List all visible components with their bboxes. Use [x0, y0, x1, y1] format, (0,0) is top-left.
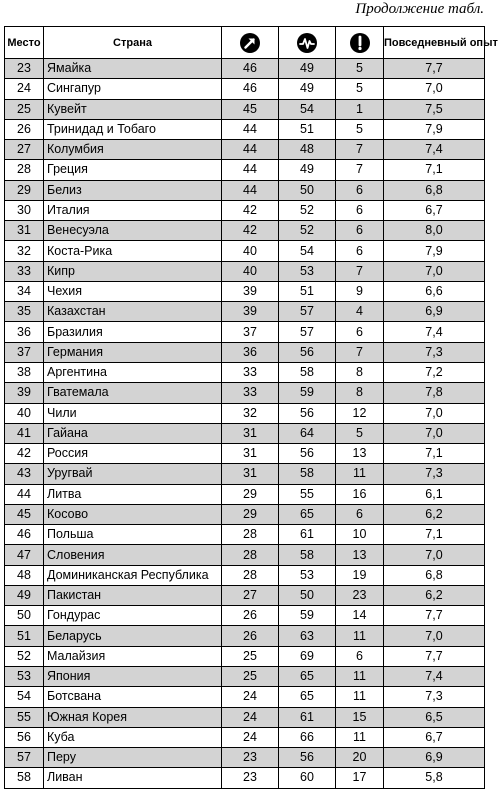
rank-cell: 49	[5, 585, 44, 605]
header-experience: Повседневный опыт	[384, 27, 485, 59]
rank-cell: 45	[5, 504, 44, 524]
col4-cell: 58	[279, 362, 336, 382]
table-row	[5, 748, 485, 768]
rank-cell: 52	[5, 646, 44, 666]
country-cell: Гайана	[44, 423, 222, 443]
table-row	[5, 403, 485, 423]
experience-cell: 6,2	[384, 504, 485, 524]
col4-cell: 66	[279, 727, 336, 747]
col4-cell: 54	[279, 99, 336, 119]
country-cell: Коста-Рика	[44, 241, 222, 261]
country-cell: Кувейт	[44, 99, 222, 119]
table-row	[5, 525, 485, 545]
col4-cell: 61	[279, 707, 336, 727]
rank-cell: 53	[5, 666, 44, 686]
col5-cell: 20	[336, 748, 384, 768]
col4-cell: 60	[279, 768, 336, 788]
experience-cell: 7,0	[384, 545, 485, 565]
rank-cell: 30	[5, 200, 44, 220]
col5-cell: 7	[336, 160, 384, 180]
col4-cell: 56	[279, 748, 336, 768]
header-col3	[222, 27, 279, 59]
col4-cell: 50	[279, 180, 336, 200]
rank-cell: 26	[5, 119, 44, 139]
table-row	[5, 281, 485, 301]
col4-cell: 53	[279, 261, 336, 281]
experience-cell: 7,2	[384, 362, 485, 382]
rank-cell: 39	[5, 383, 44, 403]
col4-cell: 50	[279, 585, 336, 605]
rank-cell: 28	[5, 160, 44, 180]
experience-cell: 6,7	[384, 727, 485, 747]
col4-cell: 65	[279, 687, 336, 707]
experience-cell: 6,9	[384, 748, 485, 768]
country-cell: Россия	[44, 444, 222, 464]
rank-cell: 50	[5, 606, 44, 626]
header-col4	[279, 27, 336, 59]
col5-cell: 12	[336, 403, 384, 423]
col3-cell: 23	[222, 768, 279, 788]
country-cell: Сингапур	[44, 79, 222, 99]
rank-cell: 43	[5, 464, 44, 484]
country-cell: Ботсвана	[44, 687, 222, 707]
rank-cell: 54	[5, 687, 44, 707]
col5-cell: 8	[336, 383, 384, 403]
country-cell: Словения	[44, 545, 222, 565]
exclamation-icon	[350, 33, 370, 53]
rank-cell: 31	[5, 221, 44, 241]
table-row	[5, 160, 485, 180]
col5-cell: 13	[336, 545, 384, 565]
country-cell: Италия	[44, 200, 222, 220]
pulse-wave-icon	[297, 33, 317, 53]
col4-cell: 56	[279, 444, 336, 464]
table-row	[5, 302, 485, 322]
experience-cell: 7,3	[384, 687, 485, 707]
col4-cell: 61	[279, 525, 336, 545]
table-row	[5, 646, 485, 666]
rank-cell: 55	[5, 707, 44, 727]
col3-cell: 44	[222, 160, 279, 180]
col3-cell: 40	[222, 261, 279, 281]
rank-cell: 29	[5, 180, 44, 200]
experience-cell: 5,8	[384, 768, 485, 788]
col3-cell: 29	[222, 504, 279, 524]
col4-cell: 51	[279, 119, 336, 139]
country-cell: Япония	[44, 666, 222, 686]
rank-cell: 51	[5, 626, 44, 646]
col3-cell: 46	[222, 59, 279, 79]
table-row	[5, 666, 485, 686]
col4-cell: 65	[279, 666, 336, 686]
rank-cell: 37	[5, 342, 44, 362]
table-row	[5, 221, 485, 241]
col3-cell: 44	[222, 180, 279, 200]
col4-cell: 56	[279, 342, 336, 362]
table-row	[5, 140, 485, 160]
col4-cell: 58	[279, 464, 336, 484]
rank-cell: 23	[5, 59, 44, 79]
country-cell: Греция	[44, 160, 222, 180]
col3-cell: 29	[222, 484, 279, 504]
rank-cell: 41	[5, 423, 44, 443]
col3-cell: 40	[222, 241, 279, 261]
table-row	[5, 606, 485, 626]
country-cell: Тринидад и Тобаго	[44, 119, 222, 139]
table-row	[5, 342, 485, 362]
col4-cell: 57	[279, 302, 336, 322]
col3-cell: 44	[222, 140, 279, 160]
col3-cell: 28	[222, 545, 279, 565]
col5-cell: 6	[336, 200, 384, 220]
rank-cell: 33	[5, 261, 44, 281]
rank-cell: 48	[5, 565, 44, 585]
col4-cell: 52	[279, 200, 336, 220]
rank-cell: 46	[5, 525, 44, 545]
table-row	[5, 687, 485, 707]
rank-cell: 32	[5, 241, 44, 261]
country-cell: Литва	[44, 484, 222, 504]
experience-cell: 7,5	[384, 99, 485, 119]
experience-cell: 7,7	[384, 606, 485, 626]
table-header-row	[5, 27, 485, 59]
table-row	[5, 707, 485, 727]
col4-cell: 64	[279, 423, 336, 443]
country-cell: Пакистан	[44, 585, 222, 605]
col4-cell: 59	[279, 606, 336, 626]
table-row	[5, 727, 485, 747]
col4-cell: 49	[279, 59, 336, 79]
rank-cell: 57	[5, 748, 44, 768]
col4-cell: 48	[279, 140, 336, 160]
experience-cell: 7,1	[384, 525, 485, 545]
col5-cell: 5	[336, 59, 384, 79]
col3-cell: 42	[222, 200, 279, 220]
col5-cell: 10	[336, 525, 384, 545]
col4-cell: 63	[279, 626, 336, 646]
country-cell: Чили	[44, 403, 222, 423]
rank-cell: 58	[5, 768, 44, 788]
col3-cell: 24	[222, 727, 279, 747]
experience-cell: 7,0	[384, 423, 485, 443]
experience-cell: 6,2	[384, 585, 485, 605]
col5-cell: 7	[336, 140, 384, 160]
table-row	[5, 423, 485, 443]
col3-cell: 26	[222, 606, 279, 626]
col5-cell: 11	[336, 687, 384, 707]
col5-cell: 11	[336, 666, 384, 686]
experience-cell: 7,0	[384, 626, 485, 646]
col3-cell: 37	[222, 322, 279, 342]
table-row	[5, 261, 485, 281]
experience-cell: 8,0	[384, 221, 485, 241]
col3-cell: 23	[222, 748, 279, 768]
col5-cell: 19	[336, 565, 384, 585]
col3-cell: 36	[222, 342, 279, 362]
rank-cell: 47	[5, 545, 44, 565]
col5-cell: 6	[336, 221, 384, 241]
country-cell: Бразилия	[44, 322, 222, 342]
col5-cell: 16	[336, 484, 384, 504]
experience-cell: 7,4	[384, 666, 485, 686]
country-cell: Аргентина	[44, 362, 222, 382]
col4-cell: 56	[279, 403, 336, 423]
col3-cell: 46	[222, 79, 279, 99]
rank-cell: 40	[5, 403, 44, 423]
country-ranking-table	[4, 26, 498, 789]
experience-cell: 6,9	[384, 302, 485, 322]
country-cell: Белиз	[44, 180, 222, 200]
experience-cell: 6,8	[384, 180, 485, 200]
experience-cell: 6,1	[384, 484, 485, 504]
col4-cell: 54	[279, 241, 336, 261]
country-cell: Германия	[44, 342, 222, 362]
col3-cell: 25	[222, 646, 279, 666]
country-cell: Казахстан	[44, 302, 222, 322]
rank-cell: 24	[5, 79, 44, 99]
country-cell: Гватемала	[44, 383, 222, 403]
experience-cell: 7,1	[384, 160, 485, 180]
rank-cell: 34	[5, 281, 44, 301]
experience-cell: 7,3	[384, 342, 485, 362]
col4-cell: 53	[279, 565, 336, 585]
col3-cell: 33	[222, 362, 279, 382]
rank-cell: 38	[5, 362, 44, 382]
col4-cell: 57	[279, 322, 336, 342]
country-cell: Южная Корея	[44, 707, 222, 727]
col5-cell: 11	[336, 626, 384, 646]
up-right-arrow-icon	[240, 33, 260, 53]
continuation-note: Продолжение табл.	[355, 1, 484, 17]
col5-cell: 14	[336, 606, 384, 626]
experience-cell: 6,6	[384, 281, 485, 301]
table-row	[5, 362, 485, 382]
col5-cell: 23	[336, 585, 384, 605]
country-cell: Куба	[44, 727, 222, 747]
header-rank: Место	[5, 27, 44, 59]
experience-cell: 7,0	[384, 261, 485, 281]
table-row	[5, 79, 485, 99]
rank-cell: 42	[5, 444, 44, 464]
col3-cell: 24	[222, 707, 279, 727]
experience-cell: 7,7	[384, 59, 485, 79]
table-row	[5, 768, 485, 788]
table-row	[5, 322, 485, 342]
rank-cell: 27	[5, 140, 44, 160]
col5-cell: 6	[336, 241, 384, 261]
country-cell: Косово	[44, 504, 222, 524]
table-row	[5, 99, 485, 119]
col5-cell: 5	[336, 119, 384, 139]
country-cell: Колумбия	[44, 140, 222, 160]
experience-cell: 7,8	[384, 383, 485, 403]
col4-cell: 59	[279, 383, 336, 403]
col5-cell: 13	[336, 444, 384, 464]
table-row	[5, 565, 485, 585]
country-cell: Гондурас	[44, 606, 222, 626]
header-country: Страна	[44, 27, 222, 59]
table-row	[5, 200, 485, 220]
col3-cell: 42	[222, 221, 279, 241]
experience-cell: 7,7	[384, 646, 485, 666]
col5-cell: 11	[336, 464, 384, 484]
country-cell: Малайзия	[44, 646, 222, 666]
experience-cell: 7,1	[384, 444, 485, 464]
country-cell: Ливан	[44, 768, 222, 788]
country-cell: Уругвай	[44, 464, 222, 484]
experience-cell: 6,8	[384, 565, 485, 585]
col3-cell: 25	[222, 666, 279, 686]
col5-cell: 9	[336, 281, 384, 301]
col3-cell: 39	[222, 302, 279, 322]
col5-cell: 1	[336, 99, 384, 119]
header-col5	[336, 27, 384, 59]
col4-cell: 69	[279, 646, 336, 666]
col5-cell: 11	[336, 727, 384, 747]
col5-cell: 17	[336, 768, 384, 788]
col5-cell: 15	[336, 707, 384, 727]
rank-cell: 35	[5, 302, 44, 322]
table-row	[5, 484, 485, 504]
table-row	[5, 504, 485, 524]
col4-cell: 49	[279, 160, 336, 180]
col3-cell: 31	[222, 423, 279, 443]
experience-cell: 6,7	[384, 200, 485, 220]
col3-cell: 24	[222, 687, 279, 707]
col3-cell: 39	[222, 281, 279, 301]
experience-cell: 7,0	[384, 79, 485, 99]
col5-cell: 8	[336, 362, 384, 382]
country-cell: Польша	[44, 525, 222, 545]
col3-cell: 45	[222, 99, 279, 119]
country-cell: Кипр	[44, 261, 222, 281]
col3-cell: 27	[222, 585, 279, 605]
table-row	[5, 626, 485, 646]
table-row	[5, 464, 485, 484]
table-row	[5, 383, 485, 403]
experience-cell: 7,0	[384, 403, 485, 423]
col3-cell: 32	[222, 403, 279, 423]
col5-cell: 6	[336, 322, 384, 342]
table-body	[5, 59, 485, 789]
table-row	[5, 241, 485, 261]
country-cell: Доминиканская Республика	[44, 565, 222, 585]
rank-cell: 44	[5, 484, 44, 504]
col4-cell: 52	[279, 221, 336, 241]
experience-cell: 7,3	[384, 464, 485, 484]
col3-cell: 31	[222, 444, 279, 464]
col5-cell: 4	[336, 302, 384, 322]
col5-cell: 6	[336, 180, 384, 200]
col5-cell: 5	[336, 79, 384, 99]
country-cell: Беларусь	[44, 626, 222, 646]
col4-cell: 51	[279, 281, 336, 301]
col4-cell: 58	[279, 545, 336, 565]
col5-cell: 6	[336, 646, 384, 666]
experience-cell: 7,4	[384, 322, 485, 342]
col5-cell: 7	[336, 261, 384, 281]
col3-cell: 26	[222, 626, 279, 646]
col4-cell: 65	[279, 504, 336, 524]
col5-cell: 7	[336, 342, 384, 362]
col5-cell: 5	[336, 423, 384, 443]
experience-cell: 7,9	[384, 119, 485, 139]
experience-cell: 7,4	[384, 140, 485, 160]
table-row	[5, 545, 485, 565]
table-row	[5, 59, 485, 79]
rank-cell: 25	[5, 99, 44, 119]
rank-cell: 36	[5, 322, 44, 342]
table-row	[5, 119, 485, 139]
country-cell: Ямайка	[44, 59, 222, 79]
col3-cell: 28	[222, 525, 279, 545]
col3-cell: 28	[222, 565, 279, 585]
country-cell: Перу	[44, 748, 222, 768]
country-cell: Чехия	[44, 281, 222, 301]
col3-cell: 31	[222, 464, 279, 484]
col4-cell: 49	[279, 79, 336, 99]
experience-cell: 7,9	[384, 241, 485, 261]
country-cell: Венесуэла	[44, 221, 222, 241]
col4-cell: 55	[279, 484, 336, 504]
col5-cell: 6	[336, 504, 384, 524]
col3-cell: 33	[222, 383, 279, 403]
rank-cell: 56	[5, 727, 44, 747]
table-row	[5, 585, 485, 605]
table-row	[5, 180, 485, 200]
experience-cell: 6,5	[384, 707, 485, 727]
table-row	[5, 444, 485, 464]
col3-cell: 44	[222, 119, 279, 139]
